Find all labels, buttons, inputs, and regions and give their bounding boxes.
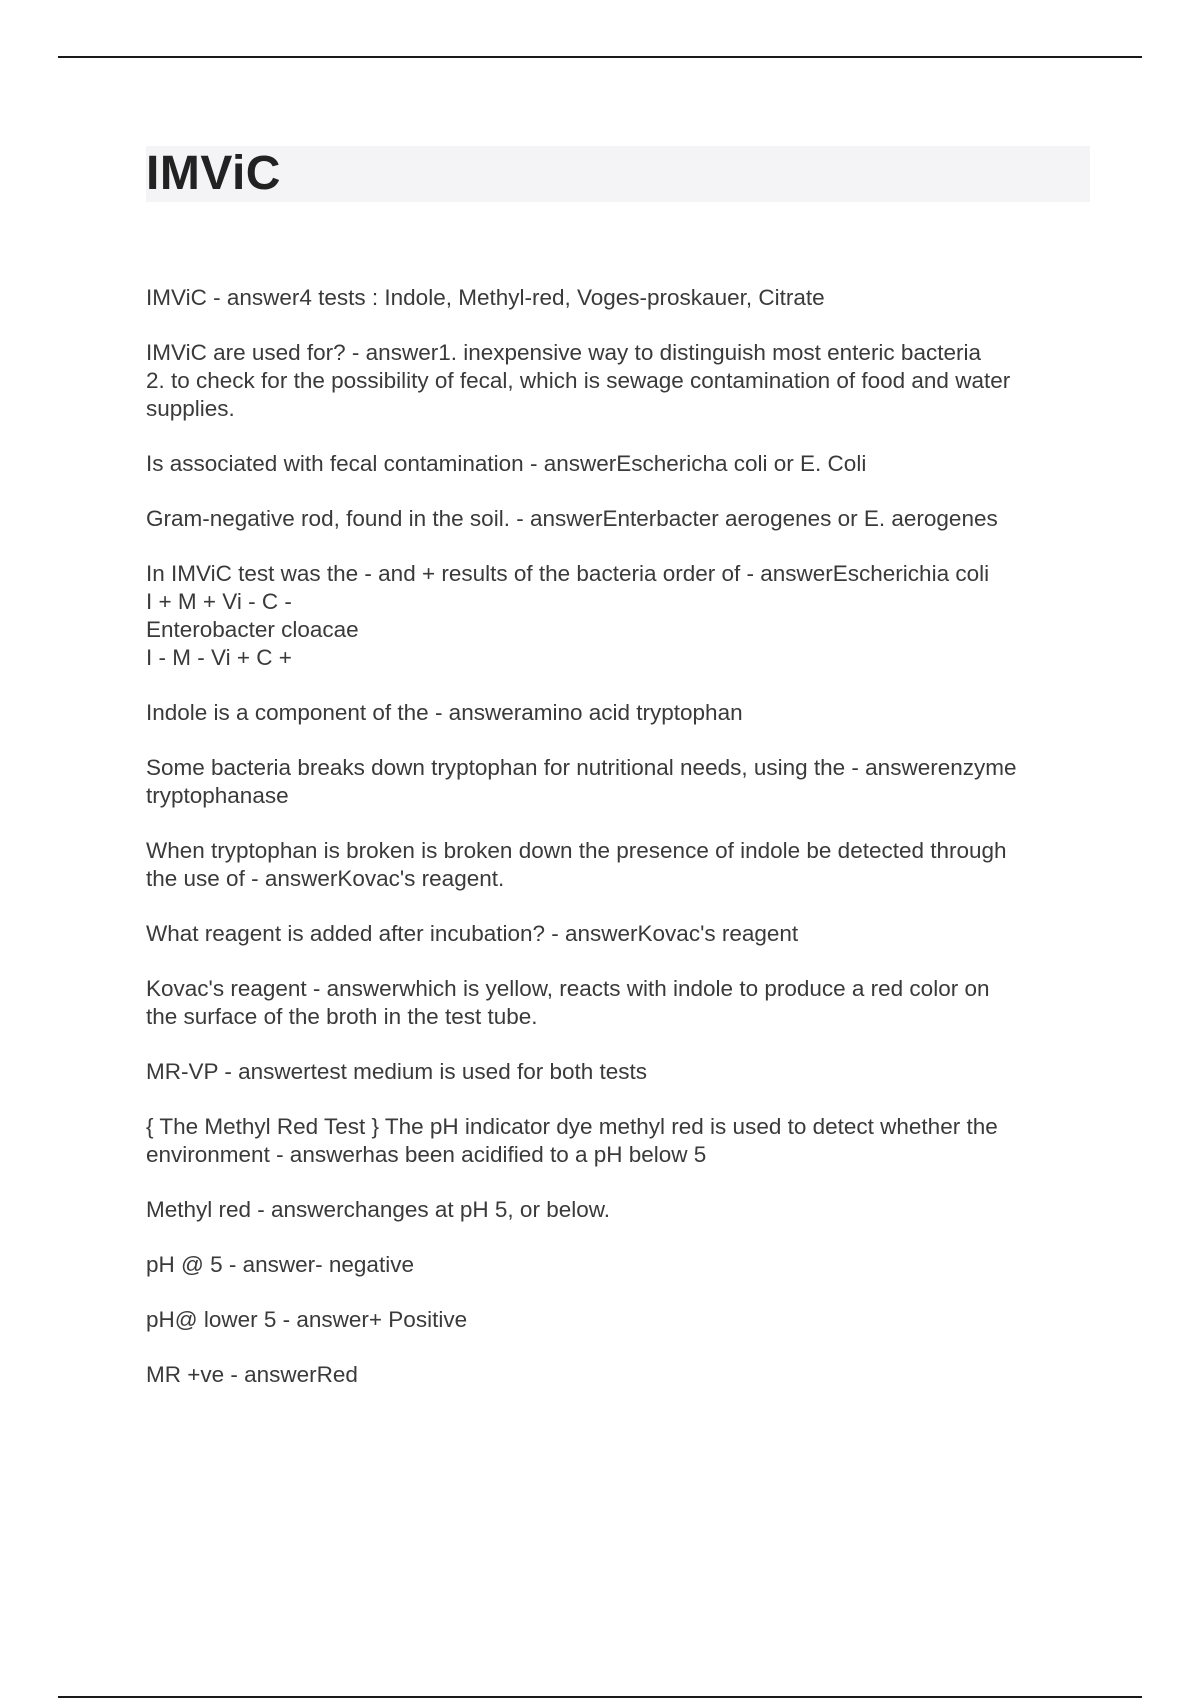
page-title: IMViC [146,147,281,200]
qa-entry-line: pH@ lower 5 - answer+ Positive [146,1307,468,1332]
qa-entry [146,339,1096,423]
qa-entry-line: MR +ve - answerRed [146,1362,358,1387]
qa-entry-line: What reagent is added after incubation? - answerKovac's reagent [146,921,799,946]
qa-entry-line: IMViC - answer4 tests : Indole, Methyl-red, Voges-proskauer, Citrate [146,285,825,310]
qa-entry-line: environment - answerhas been acidified to a pH below 5 [146,1142,707,1167]
qa-entry-line: Gram-negative rod, found in the soil. - answerEnterbacter aerogenes or E. aerogenes [146,506,998,531]
qa-entry [146,1058,1096,1086]
qa-entry-line: 2. to check for the possibility of fecal, which is sewage contamination of food and water [146,368,1011,393]
qa-entry [146,837,1096,893]
qa-entry [146,1196,1096,1224]
qa-entry-line: In IMViC test was the - and + results of the bacteria order of - answerEscherichia coli [146,561,990,586]
document-body [146,284,1096,1416]
qa-entry-line: I - M - Vi + C + [146,645,292,670]
qa-entry-line: When tryptophan is broken is broken down the presence of indole be detected through [146,838,1007,863]
qa-entry-line: IMViC are used for? - answer1. inexpensive way to distinguish most enteric bacteria [146,340,981,365]
qa-entry-line: Kovac's reagent - answerwhich is yellow, reacts with indole to produce a red color on [146,976,990,1001]
title-band [146,146,1090,202]
qa-entry [146,1251,1096,1279]
qa-entry-line: the surface of the broth in the test tube. [146,1004,538,1029]
qa-entry-line: Is associated with fecal contamination - answerEschericha coli or E. Coli [146,451,867,476]
qa-entry-line: MR-VP - answertest medium is used for both tests [146,1059,648,1084]
qa-entry-line: Indole is a component of the - answeramino acid tryptophan [146,700,743,725]
qa-entry [146,699,1096,727]
qa-entry-line: pH @ 5 - answer- negative [146,1252,414,1277]
qa-entry-line: { The Methyl Red Test } The pH indicator dye methyl red is used to detect whether the [146,1114,998,1139]
qa-entry [146,920,1096,948]
qa-entry [146,975,1096,1031]
qa-entry-line: I + M + Vi - C - [146,589,292,614]
qa-entry-line: Methyl red - answerchanges at pH 5, or below. [146,1197,610,1222]
qa-entry-line: the use of - answerKovac's reagent. [146,866,505,891]
qa-entry-line: tryptophanase [146,783,289,808]
qa-entry [146,450,1096,478]
qa-entry [146,505,1096,533]
qa-entry-line: supplies. [146,396,235,421]
qa-entry [146,1361,1096,1389]
qa-entry [146,560,1096,672]
qa-entry [146,1306,1096,1334]
top-rule [58,56,1142,58]
bottom-rule [58,1696,1142,1698]
qa-entry-line: Some bacteria breaks down tryptophan for nutritional needs, using the - answerenzyme [146,755,1017,780]
qa-entry-line: Enterobacter cloacae [146,617,359,642]
qa-entry [146,754,1096,810]
qa-entry [146,284,1096,312]
qa-entry [146,1113,1096,1169]
